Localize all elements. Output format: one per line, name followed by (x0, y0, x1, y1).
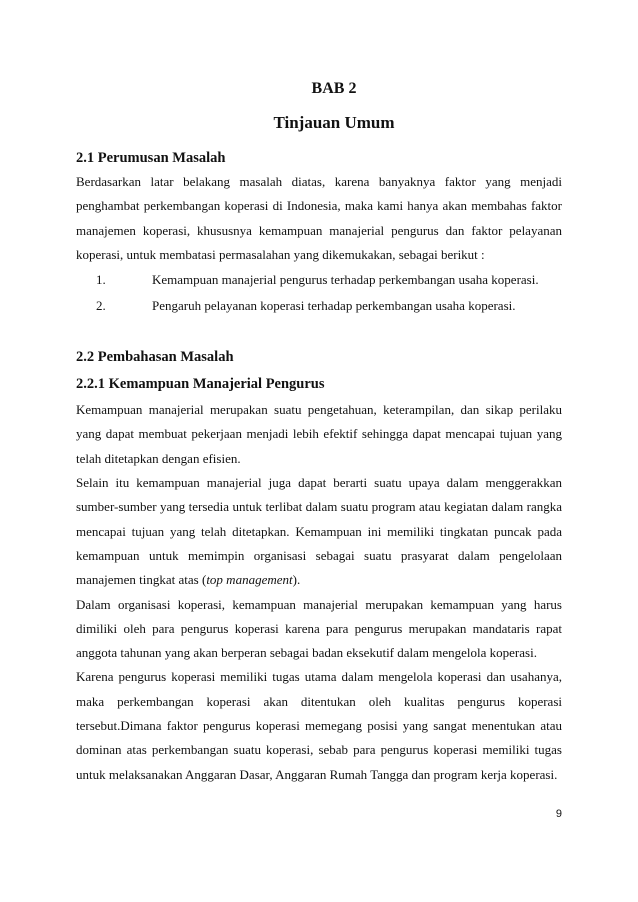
list-number: 1. (96, 272, 106, 288)
paragraph: Karena pengurus koperasi memiliki tugas utama dalam mengelola koperasi dan usahanya, maka perkembangan koperasi akan ditentukan oleh kualitas pengurus koperasi tersebut.Dimana faktor pengurus koperasi memegang posisi yang sangat menentukan atau dominan atas perkembangan suatu koperasi, sebab para pengurus koperasi memiliki tugas untuk melaksanakan Anggaran Dasar, Anggaran Rumah Tangga dan program kerja koperasi. (76, 669, 562, 782)
list-text: Kemampuan manajerial pengurus terhadap perkembangan usaha koperasi. (152, 272, 539, 288)
list-number: 2. (96, 298, 106, 314)
list-item (76, 267, 562, 293)
problem-list (76, 267, 562, 319)
subsection-heading-2-2-1: 2.2.1 Kemampuan Manajerial Pengurus (76, 376, 325, 393)
list-item (76, 293, 562, 319)
paragraph-2-1: Berdasarkan latar belakang masalah diatas, karena banyaknya faktor yang menjadi penghambat perkembangan koperasi di Indonesia, maka kami hanya akan membahas faktor manajemen koperasi, khususnya kemampuan manajerial pengurus dan faktor pelayanan koperasi, untuk membatasi permasalahan yang dikemukakan, sebagai berikut : (76, 174, 562, 262)
section-heading-2-1: 2.1 Perumusan Masalah (76, 150, 226, 166)
chapter-label: BAB 2 (311, 80, 357, 97)
paragraph: Dalam organisasi koperasi, kemampuan manajerial merupakan kemampuan yang harus dimiliki oleh para pengurus koperasi karena para pengurus merupakan mandataris rapat anggota tahunan yang akan berperan sebagai badan eksekutif dalam mengelola koperasi. (76, 596, 562, 661)
chapter-title: Tinjauan Umum (273, 113, 395, 132)
italic-term: top management (206, 572, 293, 588)
paragraph-text-end: ). (292, 572, 301, 588)
paragraph (76, 471, 562, 592)
list-text: Pengaruh pelayanan koperasi terhadap perkembangan usaha koperasi. (152, 298, 516, 314)
section-heading-2-2: 2.2 Pembahasan Masalah (76, 349, 234, 366)
page-content (76, 148, 562, 787)
paragraph: Kemampuan manajerial merupakan suatu pengetahuan, keterampilan, dan sikap perilaku yang dapat membuat pekerjaan menjadi lebih efektif sehingga dapat mencapai tujuan yang telah ditetapkan dengan efisien. (76, 402, 562, 466)
page-number: 9 (555, 808, 562, 820)
paragraph-text: Selain itu kemampuan manajerial juga dapat berarti suatu upaya dalam menggerakkan sumber-sumber yang tersedia untuk terlibat dalam suatu program atau kegiatan dalam rangka mencapai tujuan yang telah ditetapkan. Kemampuan ini memiliki tingkatan puncak pada kemampuan untuk memimpin organisasi sebagai suatu prasyarat dalam pengelolaan manajemen tingkat atas ( (76, 475, 562, 588)
